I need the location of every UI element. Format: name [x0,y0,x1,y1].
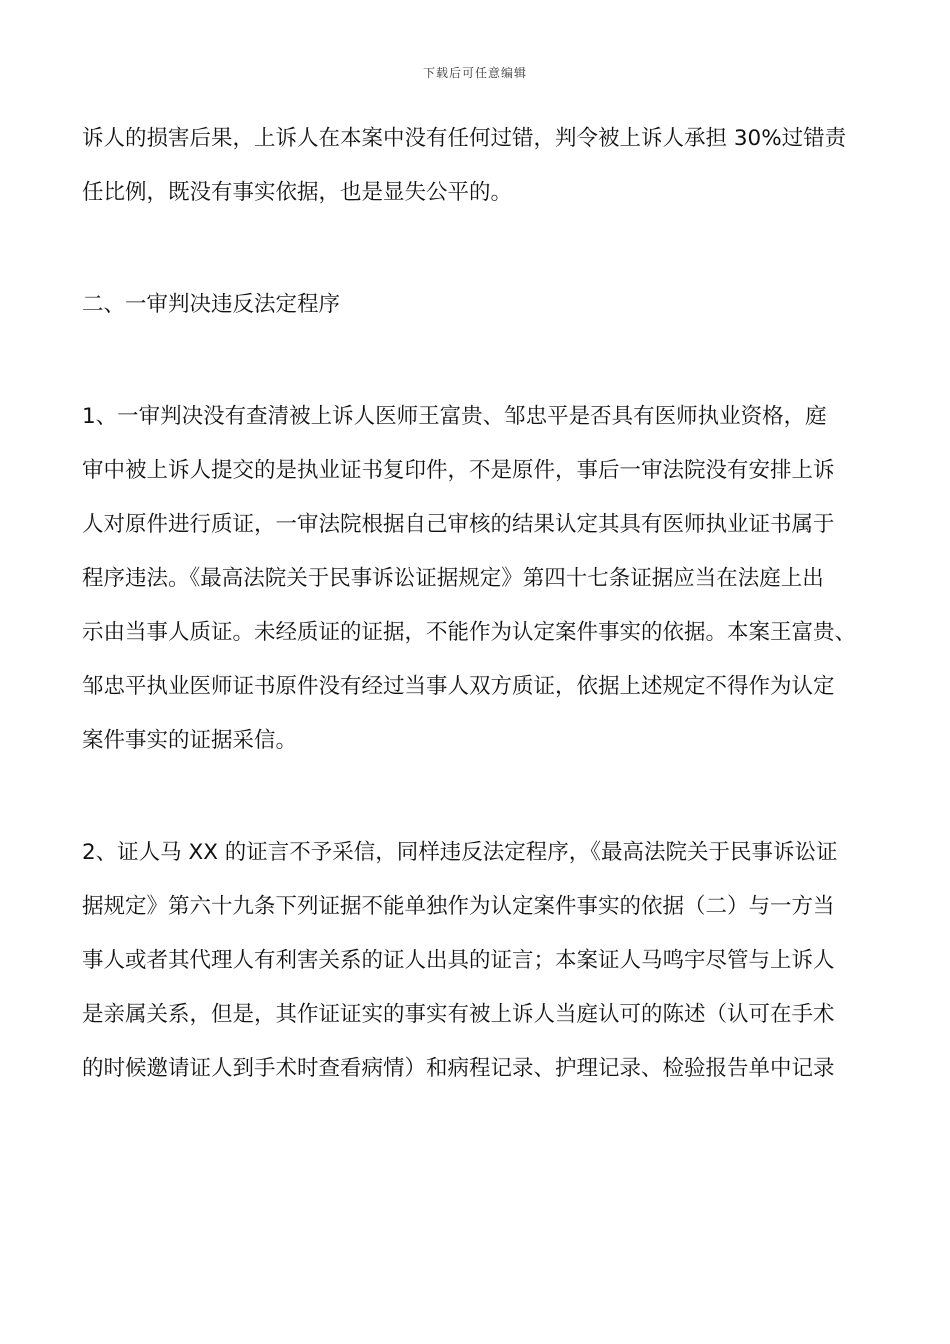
paragraph-line: 人对原件进行质证，一审法院根据自己审核的结果认定其具有医师执业证书属于 [82,512,835,537]
spacer [82,768,882,826]
paragraph-line: 1、一审判决没有查清被上诉人医师王富贵、邹忠平是否具有医师执业资格，庭 [82,404,827,429]
paragraph-line: 是亲属关系，但是，其作证证实的事实有被上诉人当庭认可的陈述（认可在手术 [82,1002,835,1027]
paragraph-line: 程序违法。《最高法院关于民事诉讼证据规定》第四十七条证据应当在法庭上出 [82,566,824,591]
document-body [82,112,882,1096]
paragraph-1 [82,112,882,220]
spacer [82,220,882,278]
paragraph-line: 审中被上诉人提交的是执业证书复印件，不是原件，事后一审法院没有安排上诉 [82,458,835,483]
paragraph-line: 诉人的损害后果，上诉人在本案中没有任何过错，判令被上诉人承担 30%过错责 [82,126,847,151]
paragraph-line: 邹忠平执业医师证书原件没有经过当事人双方质证，依据上述规定不得作为认定 [82,674,835,699]
paragraph-line: 据规定》第六十九条下列证据不能单独作为认定案件事实的依据（二）与一方当 [82,894,835,919]
paragraph-line: 案件事实的证据采信。 [82,728,298,753]
spacer [82,332,882,390]
paragraph-line: 的时候邀请证人到手术时查看病情）和病程记录、护理记录、检验报告单中记录 [82,1056,835,1081]
page-header: 下载后可任意编辑 [422,66,527,80]
paragraph-3 [82,826,882,1096]
paragraph-line: 2、证人马 XX 的证言不予采信，同样违反法定程序，《最高法院关于民事诉讼证 [82,840,838,865]
paragraph-line: 事人或者其代理人有利害关系的证人出具的证言；本案证人马鸣宇尽管与上诉人 [82,948,835,973]
paragraph-line: 示由当事人质证。未经质证的证据，不能作为认定案件事实的依据。本案王富贵、 [82,620,857,645]
section-heading: 二、一审判决违反法定程序 [82,292,341,317]
paragraph-2 [82,390,882,768]
paragraph-line: 任比例，既没有事实依据，也是显失公平的。 [82,180,513,205]
